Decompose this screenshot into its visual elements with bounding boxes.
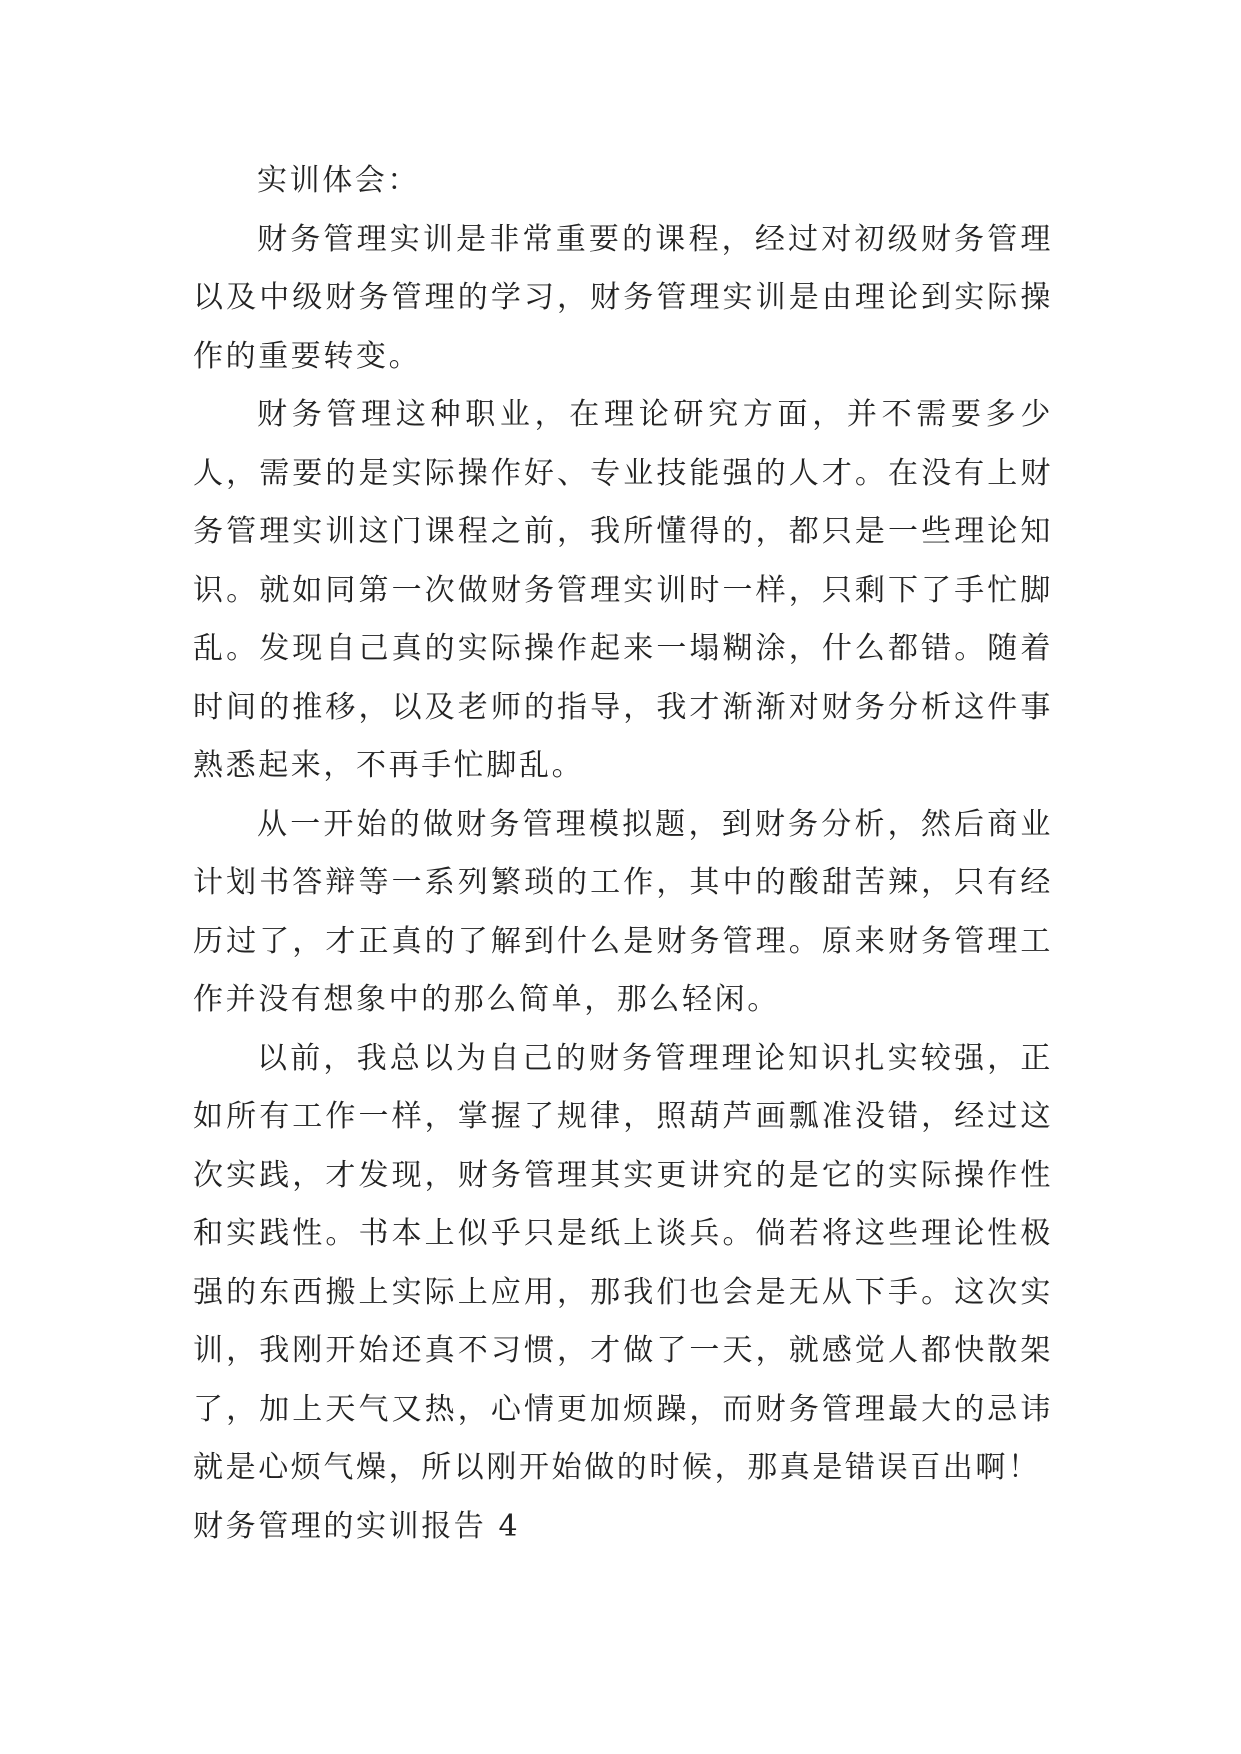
document-body — [193, 152, 1053, 1556]
section-heading: 实训体会： — [257, 163, 420, 198]
paragraph-4: 以前，我总以为自己的财务管理理论知识扎实较强，正如所有工作一样，掌握了规律，照葫芦画瓢准没错，经过这次实践，才发现，财务管理其实更讲究的是它的实际操作性和实践性。书本上似乎只是纸上谈兵。倘若将这些理论性极强的东西搬上实际上应用，那我们也会是无从下手。这次实训，我刚开始还真不习惯，才做了一天，就感觉人都快散架了，加上天气又热，心情更加烦躁，而财务管理最大的忌讳就是心烦气燥，所以刚开始做的时候，那真是错误百出啊！ — [193, 1040, 1053, 1485]
paragraph-3: 从一开始的做财务管理模拟题，到财务分析，然后商业计划书答辩等一系列繁琐的工作，其中的酸甜苦辣，只有经历过了，才正真的了解到什么是财务管理。原来财务管理工作并没有想象中的那么简单，那么轻闲。 — [193, 806, 1053, 1017]
paragraph-2: 财务管理这种职业，在理论研究方面，并不需要多少人，需要的是实际操作好、专业技能强的人才。在没有上财务管理实训这门课程之前，我所懂得的，都只是一些理论知识。就如同第一次做财务管理实训时一样，只剩下了手忙脚乱。发现自己真的实际操作起来一塌糊涂，什么都错。随着时间的推移，以及老师的指导，我才渐渐对财务分析这件事熟悉起来，不再手忙脚乱。 — [193, 397, 1053, 783]
report-title: 财务管理的实训报告 4 — [193, 1508, 521, 1544]
paragraph-1: 财务管理实训是非常重要的课程，经过对初级财务管理以及中级财务管理的学习，财务管理实训是由理论到实际操作的重要转变。 — [193, 221, 1053, 374]
